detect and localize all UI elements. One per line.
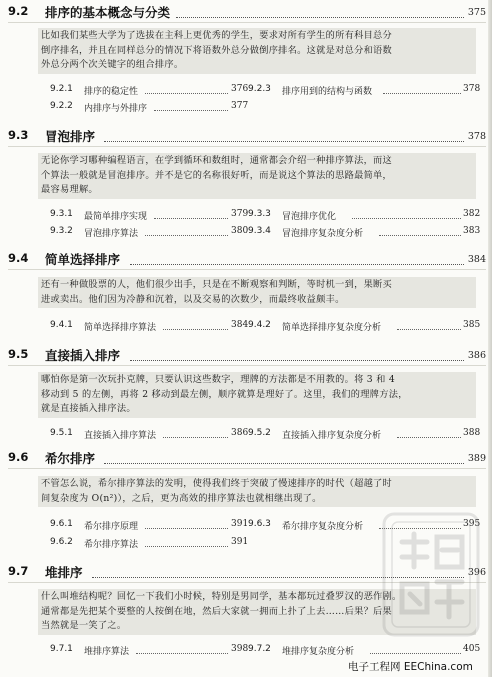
- subsection-number: 9.2.3: [248, 84, 271, 94]
- subsection-item[interactable]: [248, 644, 486, 657]
- subsection-page-number: 383: [463, 226, 481, 236]
- description-line: 通常都是先把某个要整的人按倒在地，然后大家就一拥而上扑了上去……后果？后果: [41, 605, 393, 617]
- subsection-title: 希尔排序原理: [84, 522, 139, 532]
- dot-leader: [163, 437, 228, 438]
- subsection-item[interactable]: [248, 209, 486, 222]
- section-number: 9.2: [8, 4, 29, 18]
- section-rule: [8, 22, 486, 23]
- subsection-title: 直接插入排序复杂度分析: [282, 431, 382, 441]
- section-page-number: 396: [467, 567, 486, 578]
- subsection-number: 9.3.2: [50, 226, 73, 236]
- description-line: 个算法一般就是冒泡排序。并不是它的名称很好听，而是说这个算法的思路最简单，: [41, 169, 393, 181]
- dot-leader: [136, 653, 228, 654]
- section-page-number: 384: [467, 254, 486, 265]
- dot-leader: [104, 463, 464, 464]
- subsection-page-number: 391: [231, 537, 249, 547]
- subsection-title: 堆排序复杂度分析: [282, 647, 355, 657]
- section-number: 9.4: [8, 251, 29, 265]
- subsection-item[interactable]: [50, 428, 250, 441]
- subsection-item[interactable]: [50, 101, 250, 114]
- section-heading[interactable]: [0, 3, 492, 23]
- description-line: 移动到 5 的左侧，再将 2 移动到最左侧，顺序就算是理好了。这里，我们的理牌方法，: [41, 388, 408, 400]
- subsection-item[interactable]: [248, 84, 486, 97]
- section-title: 排序的基本概念与分类: [45, 5, 171, 20]
- section-title: 简单选择排序: [45, 252, 121, 267]
- dot-leader: [383, 93, 461, 94]
- description-line: 当然就是一笑了之。: [41, 620, 127, 631]
- subsection-item[interactable]: [50, 320, 250, 333]
- description-line: 就是直接插入排序法。: [41, 403, 136, 414]
- subsection-number: 9.3.1: [50, 209, 73, 219]
- subsection-number: 9.4.2: [248, 320, 271, 330]
- page-edge-shadow: [488, 0, 492, 677]
- subsection-title: 简单选择排序复杂度分析: [282, 323, 382, 333]
- subsection-item[interactable]: [50, 84, 250, 97]
- subsection-title: 排序用到的结构与函数: [282, 87, 373, 97]
- section-description: [38, 153, 476, 199]
- dot-leader: [397, 437, 461, 438]
- dot-leader: [352, 218, 461, 219]
- subsection-title: 冒泡排序优化: [282, 212, 337, 222]
- section-rule: [8, 146, 486, 147]
- dot-leader: [163, 329, 228, 330]
- subsection-item[interactable]: [50, 209, 250, 222]
- subsection-number: 9.2.2: [50, 101, 73, 111]
- footer-brand: 电子工程网 EEChina.com: [348, 661, 473, 673]
- subsection-item[interactable]: [50, 519, 250, 532]
- description-line: 不管怎么说，希尔排序算法的发明，使得我们终于突破了慢速排序的时代（超越了时: [41, 478, 393, 489]
- dot-leader: [154, 110, 228, 111]
- dot-leader: [379, 235, 461, 236]
- subsection-page-number: 405: [463, 644, 481, 654]
- subsection-title: 内排序与外排序: [84, 104, 148, 114]
- subsection-page-number: 379: [231, 209, 249, 219]
- description-line: 进或卖出。他们因为冷静和沉着，以及交易的次数少，而最终收益颇丰。: [41, 293, 345, 305]
- section-rule: [8, 468, 486, 469]
- section-title: 冒泡排序: [45, 129, 96, 144]
- description-line: 最容易理解。: [41, 184, 98, 195]
- subsection-number: 9.7.2: [248, 644, 271, 654]
- subsection-title: 冒泡排序算法: [84, 229, 139, 239]
- section-page-number: 386: [467, 350, 486, 361]
- section-rule: [8, 365, 486, 366]
- section-rule: [8, 269, 486, 270]
- subsection-title: 最简单排序实现: [84, 212, 148, 222]
- subsection-number: 9.4.1: [50, 320, 73, 330]
- subsection-item[interactable]: [50, 644, 250, 657]
- description-line: 外总分两个次关键字的组合排序。: [41, 59, 184, 70]
- dot-leader: [104, 141, 464, 142]
- subsection-page-number: 384: [231, 320, 249, 330]
- subsection-title: 排序的稳定性: [84, 87, 139, 97]
- dot-leader: [154, 218, 228, 219]
- dot-leader: [130, 264, 464, 265]
- subsection-item[interactable]: [248, 320, 486, 333]
- subsection-number: 9.5.2: [248, 428, 271, 438]
- dot-leader: [176, 17, 464, 18]
- dot-leader: [145, 93, 228, 94]
- subsection-page-number: 376: [231, 84, 249, 94]
- description-line: 间复杂度为 O(n²)），之后，更为高效的排序算法也就相继出现了。: [41, 492, 322, 504]
- section-page-number: 378: [467, 131, 486, 142]
- subsection-page-number: 398: [231, 644, 249, 654]
- subsection-title: 希尔排序复杂度分析: [282, 522, 364, 532]
- section-number: 9.5: [8, 347, 29, 361]
- subsection-number: 9.3.3: [248, 209, 271, 219]
- subsection-number: 9.6.1: [50, 519, 73, 529]
- subsection-page-number: 386: [231, 428, 249, 438]
- dot-leader: [130, 360, 464, 361]
- subsection-item[interactable]: [248, 428, 486, 441]
- subsection-title: 堆排序算法: [84, 647, 130, 657]
- dot-leader: [397, 329, 461, 330]
- section-heading[interactable]: [0, 346, 492, 366]
- section-description: [38, 476, 476, 507]
- subsection-page-number: 378: [463, 84, 481, 94]
- section-number: 9.3: [8, 128, 29, 142]
- dot-leader: [145, 528, 228, 529]
- subsection-item[interactable]: [50, 537, 250, 550]
- subsection-item[interactable]: [248, 226, 486, 239]
- subsection-number: 9.6.2: [50, 537, 73, 547]
- subsection-title: 直接插入排序算法: [84, 431, 157, 441]
- section-page-number: 375: [467, 7, 486, 18]
- section-heading[interactable]: [0, 250, 492, 270]
- description-line: 无论你学习哪种编程语言，在学到循环和数组时，通常都会介绍一种排序算法，而这: [41, 155, 393, 166]
- subsection-number: 9.2.1: [50, 84, 73, 94]
- section-heading[interactable]: [0, 449, 492, 469]
- subsection-page-number: 391: [231, 519, 249, 529]
- section-number: 9.6: [8, 450, 29, 464]
- subsection-item[interactable]: [50, 226, 250, 239]
- subsection-page-number: 388: [463, 428, 481, 438]
- subsection-page-number: 380: [231, 226, 249, 236]
- subsection-title: 希尔排序算法: [84, 540, 139, 550]
- subsection-page-number: 382: [463, 209, 481, 219]
- description-line: 倒序排名，并且在同样总分的情况下将语数外总分做倒序排名。这就是对总分和语数: [41, 44, 393, 56]
- subsection-number: 9.7.1: [50, 644, 73, 654]
- section-heading[interactable]: [0, 127, 492, 147]
- subsection-page-number: 385: [463, 320, 481, 330]
- description-line: 哪怕你是第一次玩扑克牌，只要认识这些数字，理牌的方法都是不用教的。将 3 和 4: [41, 374, 396, 385]
- description-line: 什么叫堆结构呢？回忆一下我们小时候，特别是男同学，基本都玩过叠罗汉的恶作剧。: [41, 591, 402, 602]
- subsection-page-number: 377: [231, 101, 249, 111]
- subsection-number: 9.3.4: [248, 226, 271, 236]
- section-description: [38, 372, 476, 418]
- section-title: 希尔排序: [45, 451, 96, 466]
- seal-watermark: [382, 512, 480, 637]
- description-line: 还有一种做股票的人，他们很少出手，只是在不断观察和判断，等时机一到，果断买: [41, 279, 393, 290]
- section-page-number: 389: [467, 453, 486, 464]
- subsection-number: 9.5.1: [50, 428, 73, 438]
- description-line: 比如我们某些大学为了选拔在主科上更优秀的学生，要求对所有学生的所有科目总分: [41, 30, 393, 41]
- dot-leader: [145, 546, 228, 547]
- dot-leader: [145, 235, 228, 236]
- subsection-number: 9.6.3: [248, 519, 271, 529]
- section-description: [38, 277, 476, 308]
- subsection-title: 简单选择排序算法: [84, 323, 157, 333]
- section-description: [38, 28, 476, 74]
- section-title: 堆排序: [45, 565, 83, 580]
- dot-leader: [370, 653, 461, 654]
- subsection-title: 冒泡排序复杂度分析: [282, 229, 364, 239]
- section-number: 9.7: [8, 564, 29, 578]
- section-title: 直接插入排序: [45, 348, 121, 363]
- subsection-page-number: 395: [463, 519, 481, 529]
